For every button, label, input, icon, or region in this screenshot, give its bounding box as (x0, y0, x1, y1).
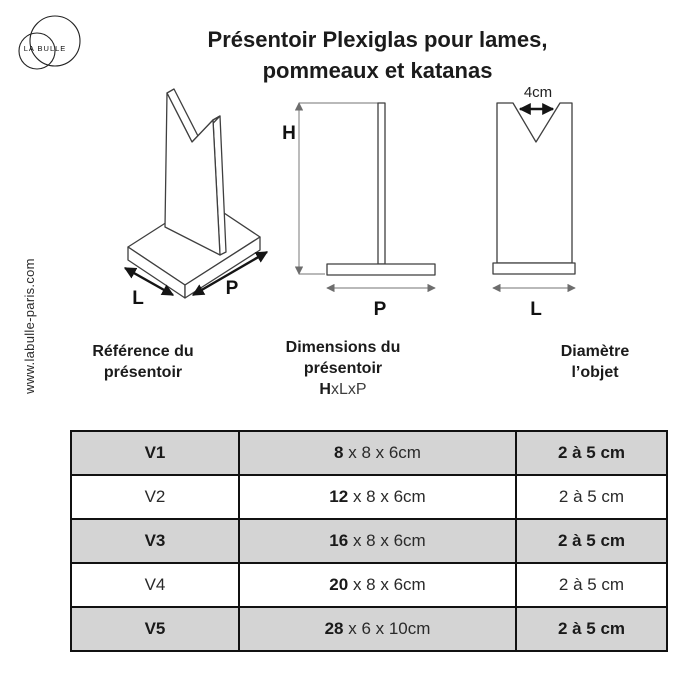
page-title (55, 24, 700, 86)
formula-h: H (319, 381, 331, 398)
ref-cell: V2 (71, 475, 239, 519)
table-row-v2 (71, 475, 667, 519)
column-header-diameter-line1: Diamètre (560, 343, 630, 360)
width-label: L (530, 299, 542, 320)
notch-width-label: 4cm (523, 84, 553, 101)
depth-label: P (225, 278, 239, 299)
plate-front (497, 103, 572, 263)
diameter-cell: 2 à 5 cm (516, 475, 667, 519)
iso-view-diagram (95, 82, 285, 317)
diameter-cell: 2 à 5 cm (516, 519, 667, 563)
column-header-reference (58, 341, 228, 383)
dims-cell: 28 x 6 x 10cm (239, 607, 516, 651)
table-row-v5 (71, 607, 667, 651)
dims-cell: 8 x 8 x 6cm (239, 431, 516, 475)
ref-cell: V3 (71, 519, 239, 563)
dims-cell: 12 x 8 x 6cm (239, 475, 516, 519)
ref-cell: V5 (71, 607, 239, 651)
plate-front-face (165, 93, 220, 255)
column-header-reference-line2: présentoir (103, 364, 183, 381)
front-view-diagram (480, 82, 648, 322)
height-label: H (282, 123, 296, 144)
side-view-diagram (280, 85, 455, 320)
width-label: L (132, 288, 144, 309)
table-row-v4 (71, 563, 667, 607)
column-header-diameter-line2: l’objet (571, 364, 619, 381)
page-title-line1: Présentoir Plexiglas pour lames, (207, 27, 548, 52)
diameter-cell: 2 à 5 cm (516, 607, 667, 651)
column-header-dimensions (238, 337, 448, 400)
column-header-diameter (505, 341, 685, 383)
diameter-cell: 2 à 5 cm (516, 431, 667, 475)
column-header-dimensions-line1: Dimensions du (285, 339, 401, 356)
base-front (493, 263, 575, 274)
dimensions-formula (238, 379, 448, 400)
page-title-line2: pommeaux et katanas (262, 58, 493, 83)
dims-cell: 20 x 8 x 6cm (239, 563, 516, 607)
diameter-cell: 2 à 5 cm (516, 563, 667, 607)
website-vertical-text: www.labulle-paris.com (22, 258, 37, 394)
formula-rest: xLxP (330, 381, 367, 398)
table-row-v3 (71, 519, 667, 563)
spec-table (70, 430, 668, 652)
table-row-v1 (71, 431, 667, 475)
plate-edge (378, 103, 385, 264)
depth-label: P (373, 299, 387, 320)
logo-text: LA BULLE (23, 44, 67, 53)
ref-cell: V4 (71, 563, 239, 607)
base-side (327, 264, 435, 275)
column-header-reference-line1: Référence du (92, 343, 194, 360)
column-header-dimensions-line2: présentoir (303, 360, 383, 377)
ref-cell: V1 (71, 431, 239, 475)
dims-cell: 16 x 8 x 6cm (239, 519, 516, 563)
